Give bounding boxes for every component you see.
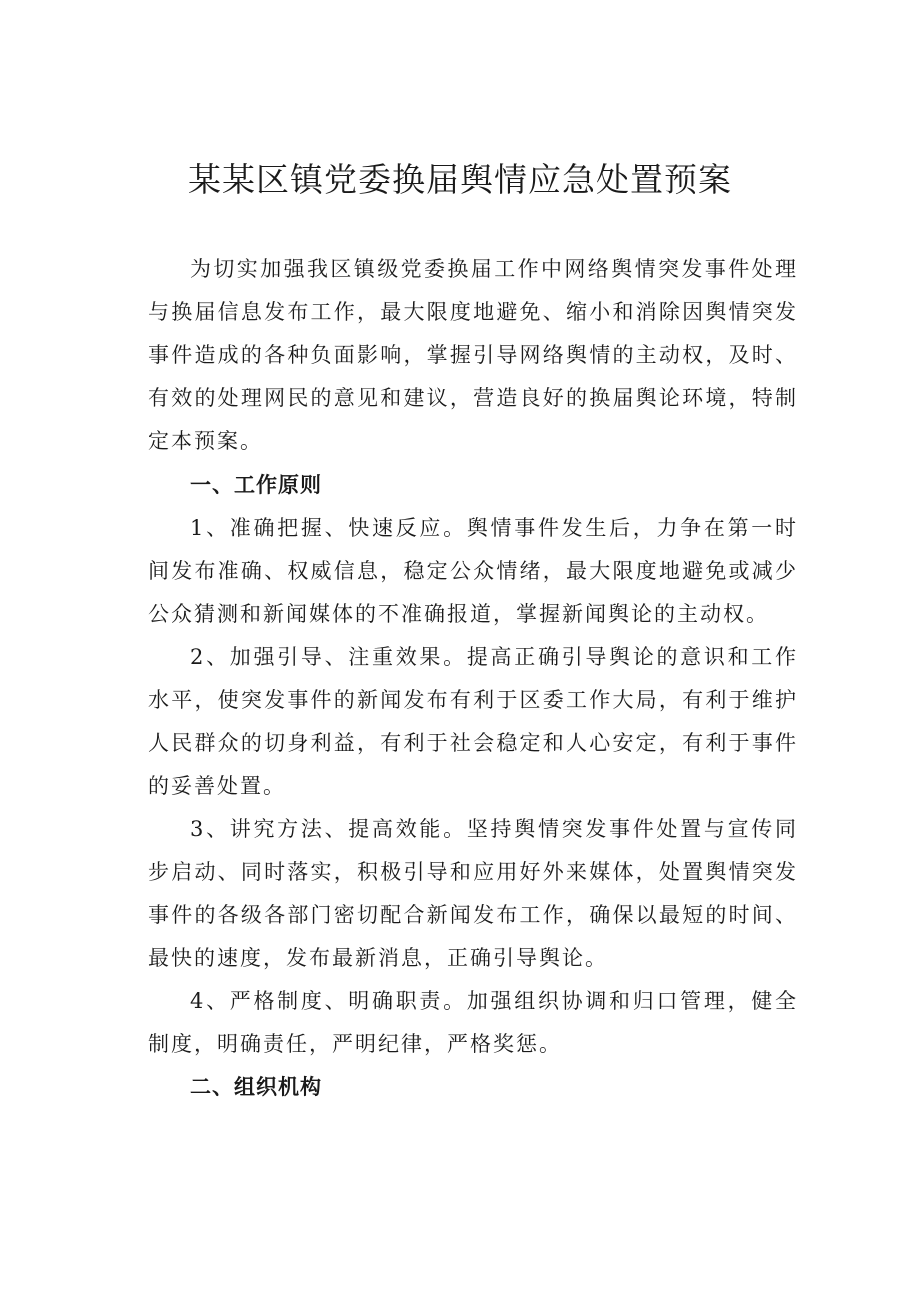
principle-paragraph-4: 4、严格制度、明确职责。加强组织协调和归口管理，健全制度，明确责任，严明纪律，严格奖惩。 xyxy=(148,989,798,1056)
principle-paragraph-1: 1、准确把握、快速反应。舆情事件发生后，力争在第一时间发布准确、权威信息，稳定公众情绪，最大限度地避免或减少公众猜测和新闻媒体的不准确报道，掌握新闻舆论的主动权。 xyxy=(148,516,798,626)
principle-paragraph-3: 3、讲究方法、提高效能。坚持舆情突发事件处置与宣传同步启动、同时落实，积极引导和应用好外来媒体，处置舆情突发事件的各级各部门密切配合新闻发布工作，确保以最短的时间、最快的速度，发布最新消息，正确引导舆论。 xyxy=(148,817,798,970)
section-heading-principles: 一、工作原则 xyxy=(190,473,322,497)
intro-paragraph: 为切实加强我区镇级党委换届工作中网络舆情突发事件处理与换届信息发布工作，最大限度地避免、缩小和消除因舆情突发事件造成的各种负面影响，掌握引导网络舆情的主动权，及时、有效的处理网民的意见和建议，营造良好的换届舆论环境，特制定本预案。 xyxy=(148,257,798,453)
document-title: 某某区镇党委换届舆情应急处置预案 xyxy=(188,160,732,199)
principle-paragraph-2: 2、加强引导、注重效果。提高正确引导舆论的意识和工作水平，使突发事件的新闻发布有利于区委工作大局，有利于维护人民群众的切身利益，有利于社会稳定和人心安定，有利于事件的妥善处置。 xyxy=(148,645,798,798)
section-heading-organization: 二、组织机构 xyxy=(190,1075,322,1099)
